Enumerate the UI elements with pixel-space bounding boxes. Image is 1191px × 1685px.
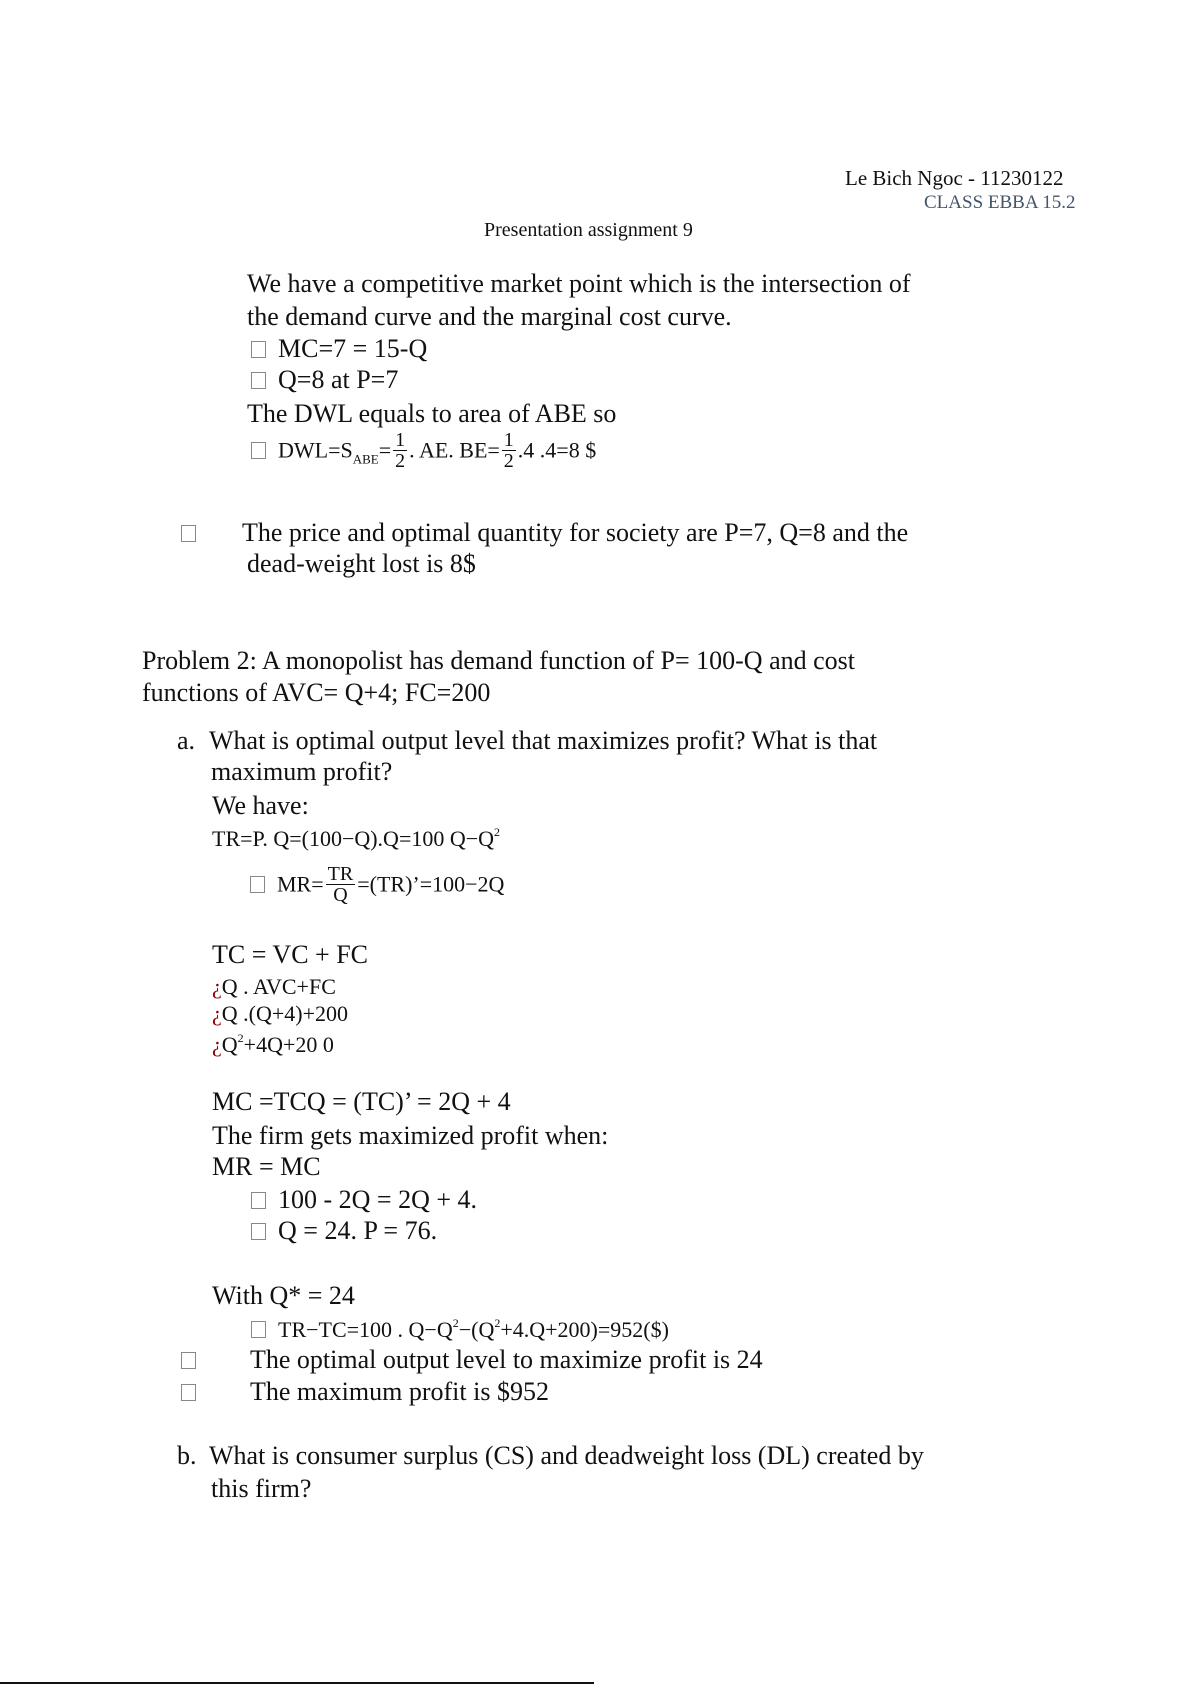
list-label: a. xyxy=(177,726,196,755)
text-line: We have a competitive market point which is the intersection of xyxy=(247,269,911,298)
formula-superscript: 2 xyxy=(494,1316,501,1330)
formula-part: Q .(Q+4)+200 xyxy=(221,1001,349,1026)
question-text: maximum profit? xyxy=(211,757,393,786)
question-text: What is consumer surplus (CS) and deadweight loss (DL) created by xyxy=(209,1441,924,1470)
tc-step xyxy=(212,1003,348,1025)
formula-part: TR−TC=100 . Q−Q xyxy=(278,1317,453,1342)
bullet-text: 100 - 2Q = 2Q + 4. xyxy=(278,1185,478,1214)
bullet-item xyxy=(251,1218,437,1244)
bullet-box-icon xyxy=(181,1384,196,1401)
class-label: CLASS EBBA 15.2 xyxy=(924,192,1076,213)
text-line: The DWL equals to area of ABE so xyxy=(247,399,617,428)
formula-part: −(Q xyxy=(458,1317,495,1342)
bullet-text: MC=7 = 15-Q xyxy=(278,334,428,363)
formula-part: Q . AVC+FC xyxy=(221,974,336,999)
question-text: this firm? xyxy=(211,1474,312,1503)
formula-part: Q xyxy=(221,1032,238,1057)
fraction xyxy=(502,430,516,471)
text-line: The firm gets maximized profit when: xyxy=(212,1121,609,1150)
text-line: dead-weight lost is 8$ xyxy=(247,549,476,578)
numerator: TR xyxy=(327,863,354,885)
denominator: 2 xyxy=(503,450,514,472)
mr-formula xyxy=(250,863,505,907)
list-label: b. xyxy=(177,1441,197,1470)
text-line: The price and optimal quantity for society are P=7, Q=8 and the xyxy=(242,518,909,547)
tc-step xyxy=(212,1032,334,1056)
bullet-box-icon xyxy=(251,341,266,358)
problem-heading: functions of AVC= Q+4; FC=200 xyxy=(142,678,491,707)
bullet-item xyxy=(251,367,398,393)
text-line: TC = VC + FC xyxy=(212,940,368,969)
bullet-box-icon xyxy=(251,1223,266,1240)
text-line: the demand curve and the marginal cost curve. xyxy=(247,302,732,331)
numerator: 1 xyxy=(395,429,406,451)
bullet-box-icon xyxy=(251,372,266,389)
formula-part: DWL=S xyxy=(278,437,353,463)
problem-heading: Problem 2: A monopolist has demand function of P= 100-Q and cost xyxy=(142,646,855,675)
bullet-box-icon xyxy=(250,876,265,893)
bullet-item xyxy=(251,1187,477,1213)
bullet-box-icon xyxy=(181,525,196,542)
fraction xyxy=(393,430,407,471)
profit-formula xyxy=(251,1317,669,1341)
footnote-divider xyxy=(0,1682,594,1684)
formula-superscript: 2 xyxy=(237,1031,244,1045)
answer-text: The maximum profit is $952 xyxy=(250,1377,549,1406)
formula-part: MR= xyxy=(277,871,324,897)
answer-text: The optimal output level to maximize profit is 24 xyxy=(250,1345,763,1374)
fraction xyxy=(326,864,356,905)
formula-part: +4.Q+200)=952($) xyxy=(500,1317,669,1342)
bullet-item xyxy=(251,336,427,362)
author-name: Le Bich Ngoc - 11230122 xyxy=(845,166,1064,190)
denominator: Q xyxy=(333,884,348,906)
question-text: What is optimal output level that maximizes profit? What is that xyxy=(209,726,878,755)
formula-part: =(TR)’=100−2Q xyxy=(357,871,505,897)
tr-formula xyxy=(212,826,500,850)
formula-part: +4Q+20 0 xyxy=(243,1032,334,1057)
bullet-box-icon xyxy=(251,442,266,459)
text-line: MR = MC xyxy=(212,1152,321,1181)
bullet-box-icon xyxy=(251,1321,266,1338)
formula-part: . AE. BE= xyxy=(409,437,500,463)
invalid-char-mark: ¿ xyxy=(212,1032,222,1057)
answer-bullet xyxy=(181,1347,208,1373)
bullet-text: Q = 24. P = 76. xyxy=(278,1216,438,1245)
conclusion-item xyxy=(181,520,208,546)
tc-step xyxy=(212,976,336,998)
text-line: With Q* = 24 xyxy=(212,1281,355,1310)
bullet-box-icon xyxy=(181,1352,196,1369)
document-title: Presentation assignment 9 xyxy=(484,219,693,241)
invalid-char-mark: ¿ xyxy=(212,1001,222,1026)
dwl-formula xyxy=(251,429,597,473)
text-line: MC =TCQ = (TC)’ = 2Q + 4 xyxy=(212,1087,511,1116)
text-line: We have: xyxy=(212,791,309,820)
bullet-box-icon xyxy=(251,1192,266,1209)
denominator: 2 xyxy=(395,450,406,472)
formula-superscript: 2 xyxy=(494,825,501,839)
formula-part: .4 .4=8 $ xyxy=(517,437,597,463)
invalid-char-mark: ¿ xyxy=(212,974,222,999)
formula-part: TR=P. Q=(100−Q).Q=100 Q−Q xyxy=(212,826,495,851)
numerator: 1 xyxy=(503,429,514,451)
formula-superscript: 2 xyxy=(452,1316,459,1330)
bullet-text: Q=8 at P=7 xyxy=(278,365,399,394)
formula-subscript: ABE xyxy=(352,451,379,467)
answer-bullet xyxy=(181,1379,208,1405)
formula-part: = xyxy=(378,437,392,463)
